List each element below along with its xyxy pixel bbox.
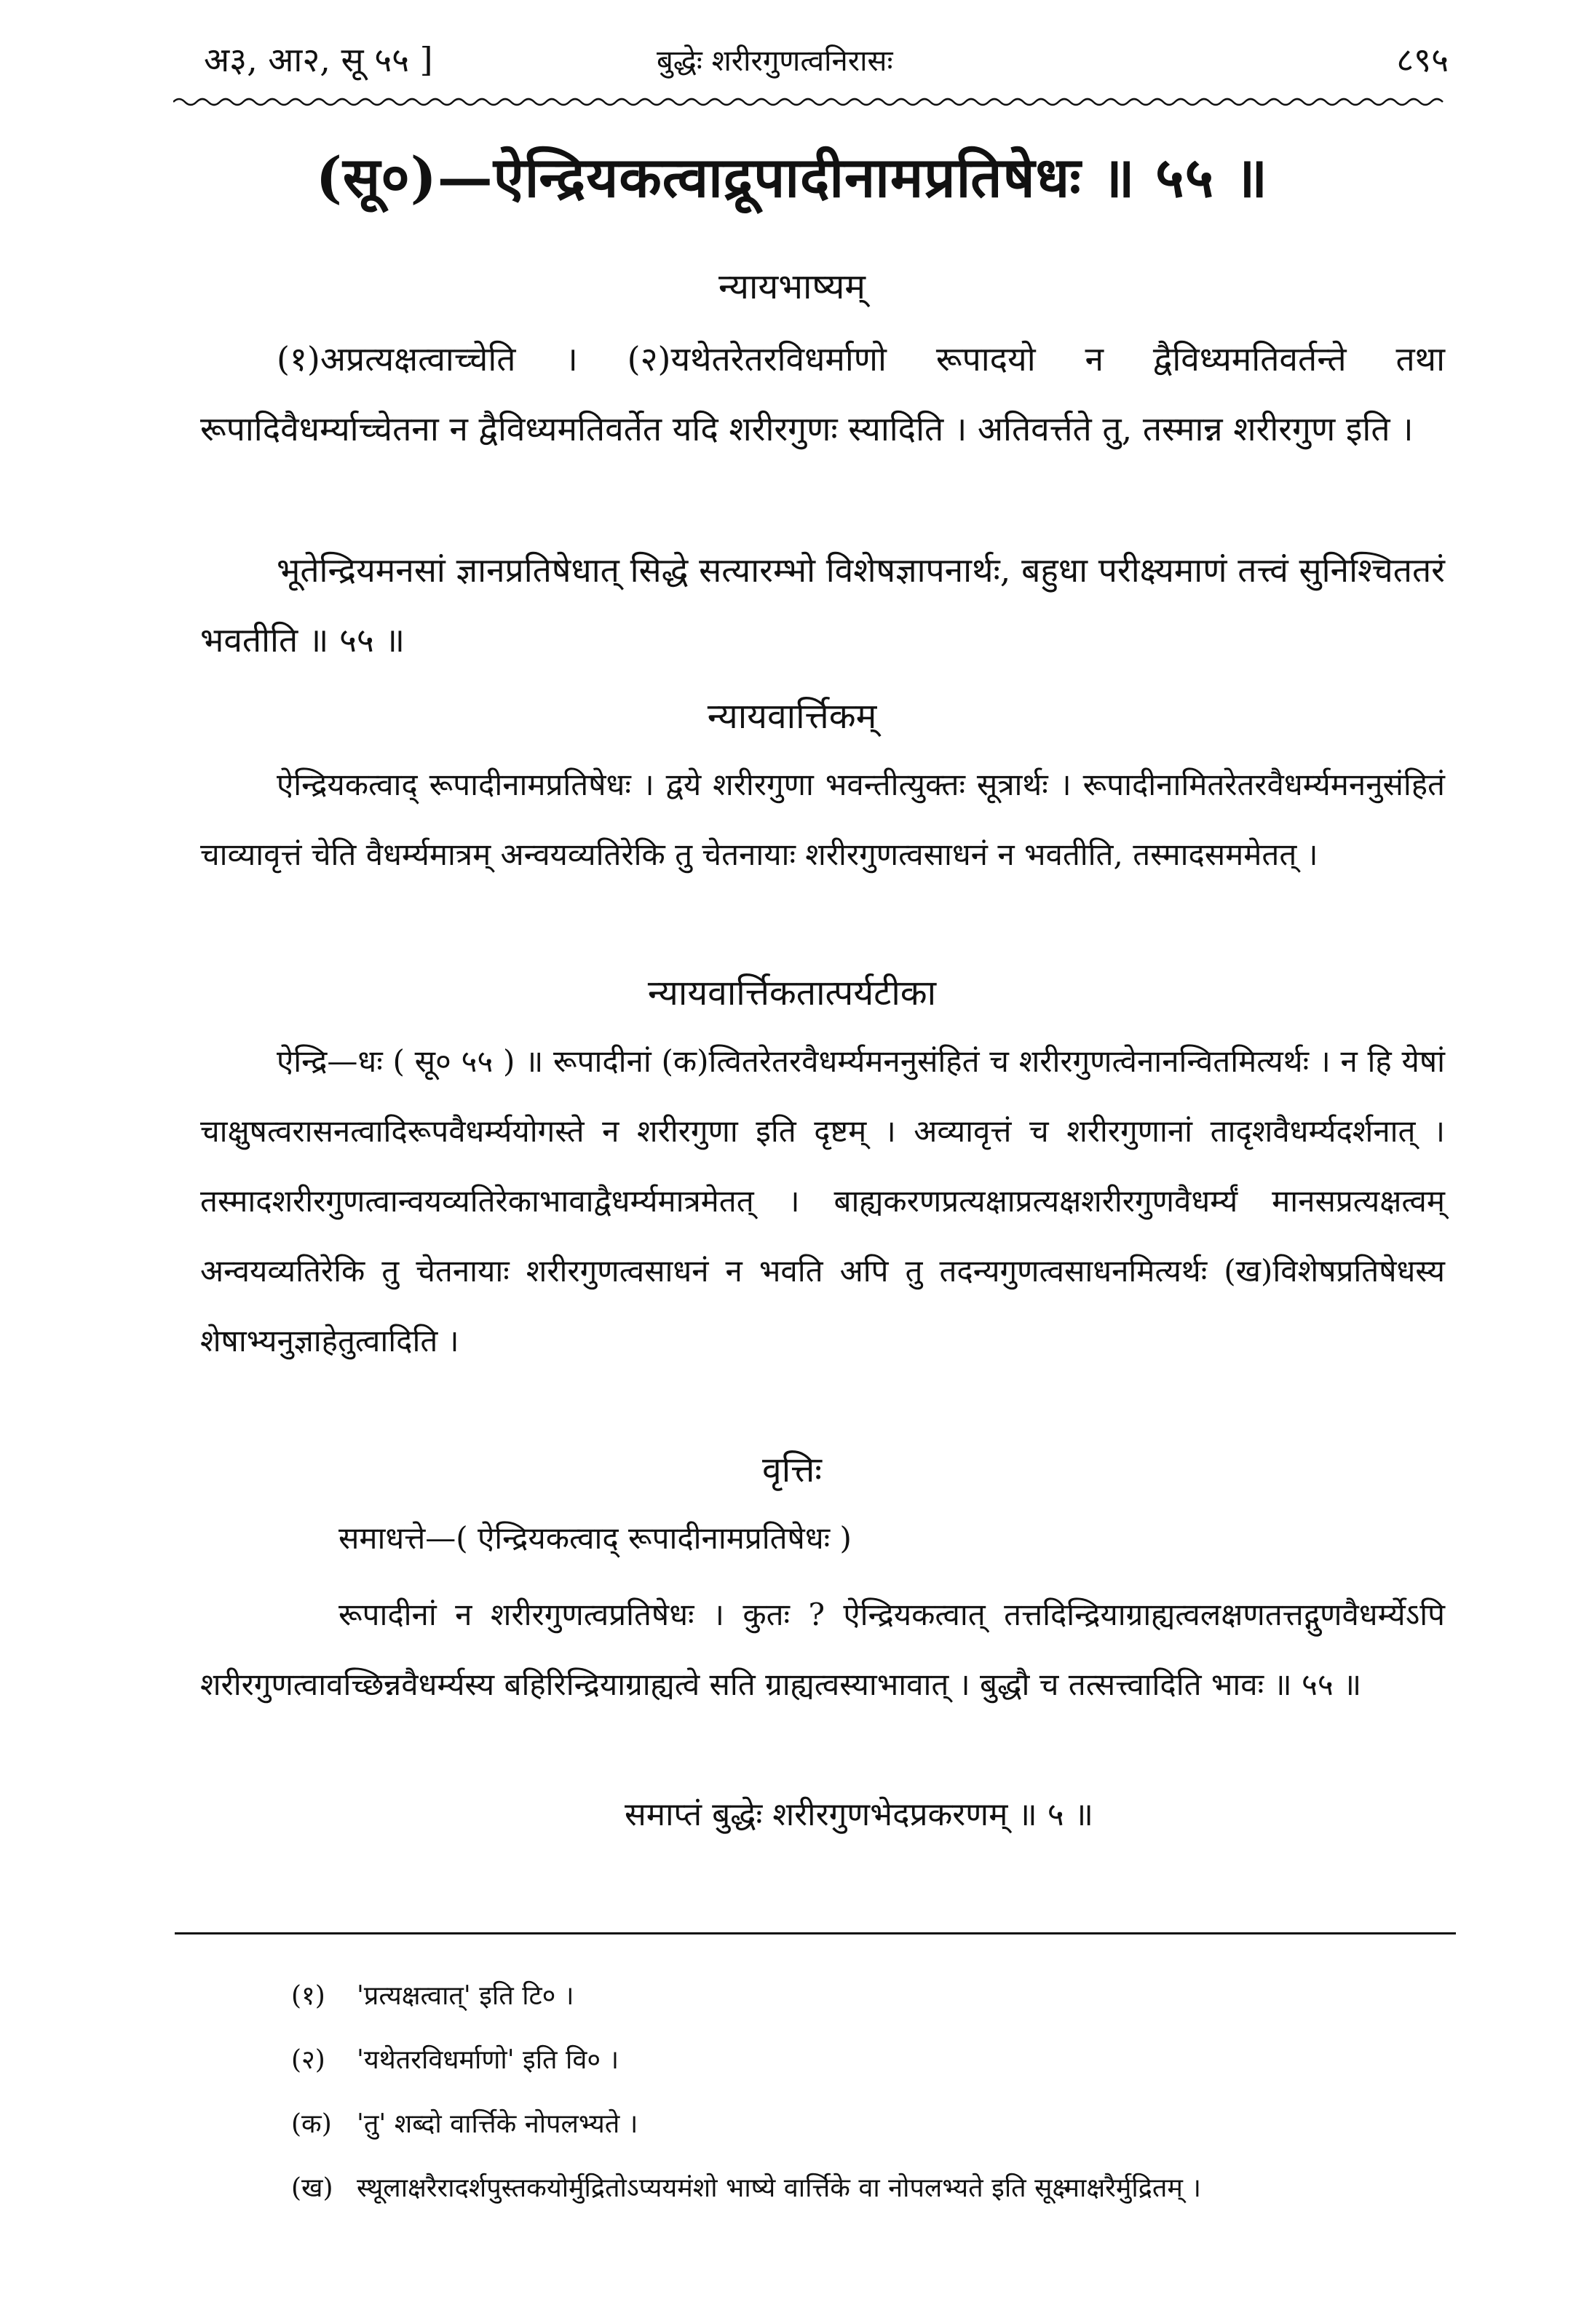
bhashya-paragraph-1: (१)अप्रत्यक्षत्वाच्चेति । (२)यथेतरेतरविधर्माणो रूपादयो न द्वैविध्यमतिवर्तन्ते तथा रूपादिवैधर्म्याच्चेतना न द्वैविध्यमतिवर्तेत यदि शरीरगुणः स्यादिति । अतिवर्त्तते तु, तस्मान्न शरीरगुण इति । bbox=[200, 339, 1445, 448]
running-title: बुद्धेः शरीरगुणत्वनिरासः bbox=[657, 44, 893, 78]
running-header bbox=[167, 31, 1449, 89]
wavy-rule bbox=[173, 95, 1450, 109]
footnote-text: 'प्रत्यक्षत्वात्' इति टि० । bbox=[357, 1981, 574, 2011]
tika-paragraph: ऐन्द्रि—धः ( सू० ५५ ) ॥ रूपादीनां (क)त्वितरेतरवैधर्म्यमननुसंहितं च शरीरगुणत्वेनानन्वितमित्यर्थः । न हि येषां चाक्षुषत्वरासनत्वादिरूपवैधर्म्ययोगस्ते न शरीरगुणा इति दृष्टम् । अव्यावृत्तं च शरीरगुणानां तादृशवैधर्म्यदर्शनात् । तस्मादशरीरगुणत्वान्वयव्यतिरेकाभावाद्वैधर्म्यमात्रमेतत् । बाह्यकरणप्रत्यक्षाप्रत्यक्षशरीरगुणवैधर्म्यं मानसप्रत्यक्षत्वम् अन्वयव्यतिरेकि तु चेतनायाः शरीरगुणत्वसाधनं न भवति अपि तु तदन्यगुणत्वसाधनमित्यर्थः (ख)विशेषप्रतिषेधस्य शेषाभ्यनुज्ञाहेतुत्वादिति । bbox=[200, 1043, 1445, 1359]
footnote-1 bbox=[291, 1964, 1456, 2028]
footnote-marker: (२) bbox=[291, 2045, 325, 2075]
footnote-text: 'यथेतरविधर्माणो' इति वि० । bbox=[357, 2045, 619, 2075]
vritti-paragraph: रूपादीनां न शरीरगुणत्वप्रतिषेधः । कुतः ? ऐन्द्रियकत्वात् तत्तदिन्द्रियाग्राह्यत्वलक्षणतत्तद्गुणवैधर्म्येऽपि शरीरगुणत्वावच्छिन्नवैधर्म्यस्य बहिरिन्द्रियाग्राह्यत्वे सति ग्राह्यत्वस्याभावात् । बुद्धौ च तत्सत्त्वादिति भावः ॥ ५५ ॥ bbox=[200, 1597, 1445, 1702]
chapter-reference: अ३, आ२, सू ५५ ] bbox=[204, 40, 433, 79]
footnote-marker: (ख) bbox=[291, 2173, 333, 2203]
section-heading-vartika: न्यायवार्त्तिकम् bbox=[707, 696, 877, 737]
closing-line: समाप्तं बुद्धेः शरीरगुणभेदप्रकरणम् ॥ ५ ॥ bbox=[625, 1796, 1093, 1833]
bhashya-paragraph-2: भूतेन्द्रियमनसां ज्ञानप्रतिषेधात् सिद्धे सत्यारम्भो विशेषज्ञापनार्थः, बहुधा परीक्ष्यमाणं तत्त्वं सुनिश्चिततरं भवतीति ॥ ५५ ॥ bbox=[200, 550, 1445, 660]
section-heading-bhashya: न्यायभाष्यम् bbox=[718, 266, 866, 307]
vartika-paragraph: ऐन्द्रियकत्वाद् रूपादीनामप्रतिषेधः । द्वये शरीरगुणा भवन्तीत्युक्तः सूत्रार्थः । रूपादीनामितरेतरवैधर्म्यमननुसंहितं चाव्यावृत्तं चेति वैधर्म्यमात्रम् अन्वयव्यतिरेकि तु चेतनायाः शरीरगुणत्वसाधनं न भवतीति, तस्मादसममेतत् । bbox=[200, 767, 1445, 872]
footnote-rule bbox=[175, 1932, 1456, 1934]
footnote-text: स्थूलाक्षरैरादर्शपुस्तकयोर्मुद्रितोऽप्ययमंशो भाष्ये वार्त्तिके वा नोपलभ्यते इति सूक्ष्माक्षरैर्मुद्रितम् । bbox=[357, 2173, 1201, 2203]
footnote-marker: (क) bbox=[291, 2109, 332, 2139]
sutra-title: (सू०)—ऐन्द्रियकत्वाद्रूपादीनामप्रतिषेधः ॥ ५५ ॥ bbox=[315, 145, 1269, 210]
vritti-opening-line: समाधत्ते—( ऐन्द्रियकत्वाद् रूपादीनामप्रतिषेधः ) bbox=[338, 1520, 852, 1556]
footnote-2 bbox=[291, 2028, 1456, 2092]
page-number: ८९५ bbox=[1396, 40, 1449, 79]
section-heading-vritti: वृत्तिः bbox=[762, 1450, 822, 1490]
section-heading-tika: न्यायवार्त्तिकतात्पर्यटीका bbox=[647, 973, 937, 1013]
footnote-text: 'तु' शब्दो वार्त्तिके नोपलभ्यते । bbox=[357, 2109, 638, 2139]
footnotes bbox=[291, 1964, 1456, 2221]
footnote-ka bbox=[291, 2092, 1456, 2157]
footnote-kha bbox=[291, 2157, 1456, 2221]
footnote-marker: (१) bbox=[291, 1981, 325, 2011]
